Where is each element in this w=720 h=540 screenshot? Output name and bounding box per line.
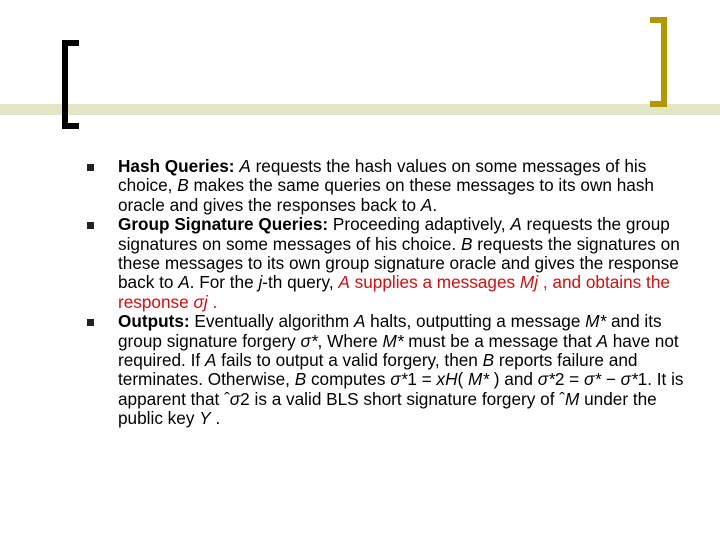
text-run: 2 =	[554, 369, 584, 390]
bullet-list	[84, 157, 684, 429]
text-run: and its group signature forgery	[118, 311, 662, 351]
text-run: 1. It is apparent that ˆ	[118, 369, 684, 409]
right-bracket-bottom	[650, 101, 667, 107]
bullet-heading: Outputs:	[118, 311, 190, 332]
left-bracket-top	[62, 40, 79, 46]
text-run: A	[596, 330, 608, 351]
text-run: M	[564, 388, 580, 409]
text-run: , Where	[317, 330, 383, 351]
accent-band	[0, 104, 720, 115]
left-bracket	[62, 40, 68, 129]
text-run: M*	[585, 311, 607, 332]
text-run: ) and	[489, 369, 538, 390]
text-run: -th query,	[262, 272, 339, 293]
text-run: requests the group signatures on some messages of his choice.	[118, 214, 670, 254]
text-run: Proceeding adaptively,	[328, 214, 511, 235]
text-run: Y	[199, 408, 211, 429]
text-run: M*	[382, 330, 404, 351]
bullet-item-outputs	[84, 312, 684, 428]
text-run: .	[432, 194, 438, 215]
text-run: requests the hash values on some messages of his choice,	[118, 156, 647, 196]
text-run: M*	[468, 369, 490, 390]
text-run: Eventually algorithm	[189, 311, 354, 332]
text-run: supplies a messages	[349, 272, 520, 293]
square-bullet-icon	[87, 319, 94, 326]
text-run: xH	[436, 369, 458, 390]
text-run: (	[457, 369, 468, 390]
bullet-text	[118, 157, 684, 215]
bullet-text	[118, 215, 684, 312]
text-run: A	[338, 272, 350, 293]
text-run: have not required. If	[118, 330, 679, 371]
text-run: σj	[193, 291, 208, 312]
bullet-heading: Hash Queries:	[118, 156, 235, 176]
text-run: , and obtains the response	[118, 272, 670, 312]
text-run: A	[510, 214, 522, 235]
text-run: under the public key	[118, 388, 657, 429]
left-bracket-bottom	[62, 123, 79, 129]
text-run: 2 is a valid BLS short signature forgery of ˆ	[240, 388, 565, 409]
text-run: computes	[306, 369, 391, 390]
bullet-item-hash-queries	[84, 157, 684, 215]
text-run: Mj	[519, 272, 539, 293]
right-bracket	[661, 17, 667, 107]
bullet-heading: Group Signature Queries:	[118, 214, 329, 235]
text-run: must be a message that	[403, 330, 597, 351]
text-run: 1 =	[407, 369, 437, 390]
bullet-text	[118, 312, 684, 428]
text-run: σ* − σ*	[583, 369, 638, 390]
text-run: .	[210, 408, 221, 429]
right-bracket-top	[650, 17, 667, 23]
text-run: σ	[229, 388, 241, 409]
text-run: halts, outputting a message	[365, 311, 586, 332]
text-run: fails to output a valid forgery, then	[216, 350, 483, 371]
text-run: B	[460, 233, 473, 254]
text-run: B	[177, 175, 189, 196]
text-run: .	[207, 291, 218, 312]
text-run: requests the signatures on these messages to its own group signature oracle and gives the response back to	[118, 233, 680, 293]
square-bullet-icon	[87, 164, 94, 171]
text-run: σ*	[537, 369, 555, 390]
text-run: σ*	[300, 330, 318, 351]
text-run: makes the same queries on these messages to its own hash oracle and gives the responses back to	[118, 175, 654, 215]
text-run: B	[294, 369, 307, 390]
square-bullet-icon	[87, 222, 94, 229]
text-run: reports failure and terminates. Otherwise,	[118, 350, 638, 390]
text-run: . For the	[189, 272, 259, 293]
text-run: A	[204, 350, 217, 371]
text-run: A	[178, 272, 190, 293]
text-run: j	[258, 272, 263, 293]
bullet-item-group-signature-queries	[84, 215, 684, 312]
text-run: A	[420, 194, 433, 215]
text-run: A	[353, 311, 366, 332]
text-run: B	[482, 350, 495, 371]
text-run: σ*	[390, 369, 408, 390]
text-run: A	[239, 156, 251, 176]
